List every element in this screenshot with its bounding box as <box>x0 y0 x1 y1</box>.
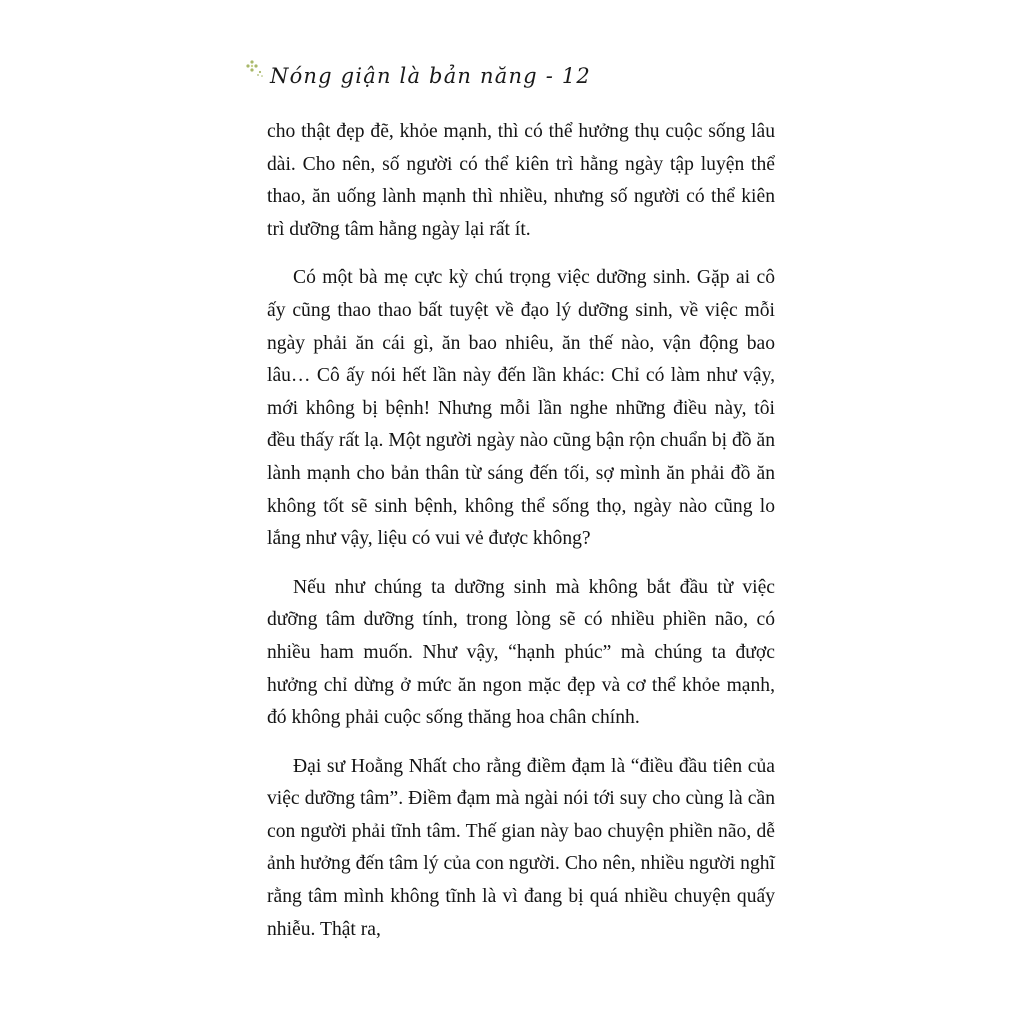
running-header <box>244 56 591 96</box>
paragraph-1: cho thật đẹp đẽ, khỏe mạnh, thì có thể hưởng thụ cuộc sống lâu dài. Cho nên, số người có thể kiên trì hằng ngày tập luyện thể thao, ăn uống lành mạnh thì nhiều, nhưng số người có thể kiên trì dưỡng tâm hằng ngày lại rất ít. <box>267 121 775 240</box>
paragraph-4: Đại sư Hoằng Nhất cho rằng điềm đạm là “điều đầu tiên của việc dưỡng tâm”. Điềm đạm mà ngài nói tới suy cho cùng là cần con người phải tĩnh tâm. Thế gian này bao chuyện phiền não, dễ ảnh hưởng đến tâm lý của con người. Cho nên, nhiều người nghĩ rằng tâm mình không tĩnh là vì đang bị quá nhiều chuyện quấy nhiễu. Thật ra, <box>267 755 775 940</box>
sparkle-flower-icon <box>244 58 266 80</box>
body-text <box>267 116 775 962</box>
page-header-title: Nóng giận là bản năng - 12 <box>270 64 591 88</box>
paragraph-3: Nếu như chúng ta dưỡng sinh mà không bắt đầu từ việc dưỡng tâm dưỡng tính, trong lòng sẽ có nhiều phiền não, có nhiều ham muốn. Như vậy, “hạnh phúc” mà chúng ta được hưởng chỉ dừng ở mức ăn ngon mặc đẹp và cơ thể khỏe mạnh, đó không phải cuộc sống thăng hoa chân chính. <box>267 576 775 729</box>
paragraph-2: Có một bà mẹ cực kỳ chú trọng việc dưỡng sinh. Gặp ai cô ấy cũng thao thao bất tuyệt về đạo lý dưỡng sinh, về việc mỗi ngày phải ăn cái gì, ăn bao nhiêu, ăn thế nào, vận động bao lâu… Cô ấy nói hết lần này đến lần khác: Chỉ có làm như vậy, mới không bị bệnh! Nhưng mỗi lần nghe những điều này, tôi đều thấy rất lạ. Một người ngày nào cũng bận rộn chuẩn bị đồ ăn lành mạnh cho bản thân từ sáng đến tối, sợ mình ăn phải đồ ăn không tốt sẽ sinh bệnh, không thể sống thọ, ngày nào cũng lo lắng như vậy, liệu có vui vẻ được không? <box>267 267 775 550</box>
